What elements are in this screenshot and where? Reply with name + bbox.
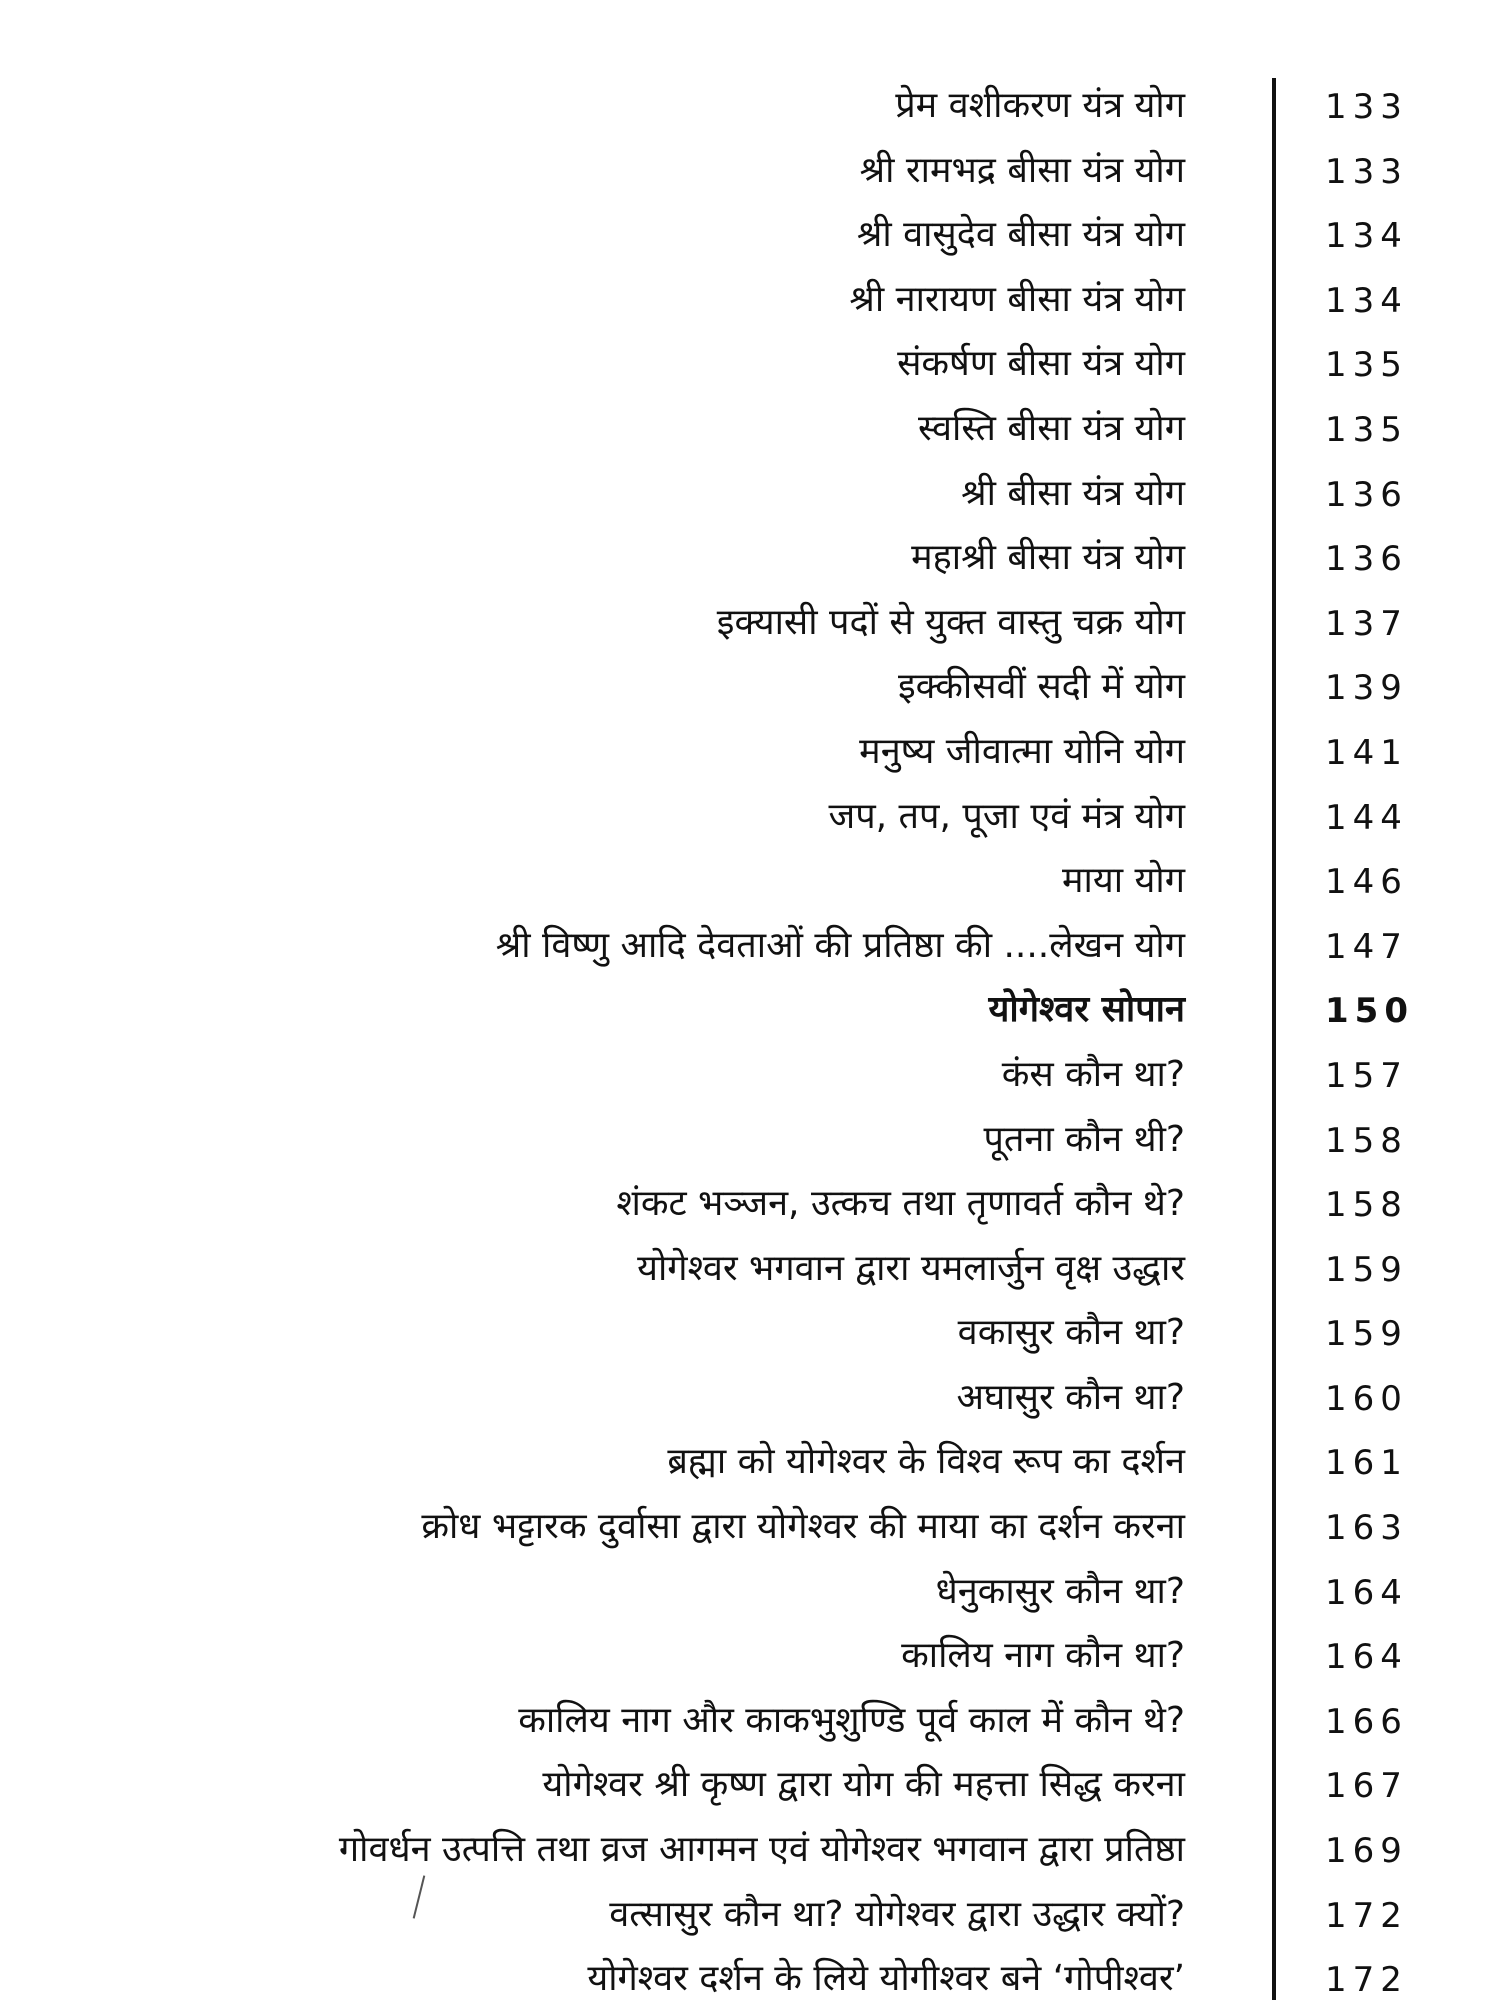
toc-entry-title: मनुष्य जीवात्मा योनि योग [859,730,1185,772]
toc-entry-page-number: 133 [1325,87,1408,127]
toc-entry-page-number: 139 [1325,668,1408,709]
toc-entry-page-number: 133 [1325,151,1408,192]
toc-entry-page-number: 158 [1325,1185,1408,1226]
toc-entry-title: ब्रह्मा को योगेश्वर के विश्व रूप का दर्शन [667,1441,1185,1483]
toc-entry-page-number: 164 [1325,1572,1408,1613]
toc-entry-page-number: 136 [1325,474,1408,515]
toc-entry-page-number: 159 [1325,1249,1408,1290]
toc-entry-title: अघासुर कौन था? [956,1376,1185,1418]
toc-entry-page-number: 134 [1325,216,1408,257]
toc-entry-title: वकासुर कौन था? [957,1312,1185,1354]
toc-entry-title: माया योग [1062,860,1185,902]
toc-entry-page-number: 135 [1325,345,1408,386]
toc-entry-page-number: 160 [1325,1378,1408,1419]
toc-entry-page-number: 157 [1325,1055,1408,1096]
toc-entry-title: धेनुकासुर कौन था? [935,1570,1185,1612]
toc-entry-title: योगेश्वर श्री कृष्ण द्वारा योग की महत्ता सिद्ध करना [542,1764,1185,1806]
toc-entry-page-number: 169 [1325,1831,1408,1872]
toc-entry-title: श्री रामभद्र बीसा यंत्र योग [859,149,1185,191]
toc-entry-title: श्री नारायण बीसा यंत्र योग [849,278,1185,320]
toc-entry-title: योगेश्वर भगवान द्वारा यमलार्जुन वृक्ष उद्धार [637,1247,1185,1289]
column-divider [1272,78,1276,2000]
toc-entry-page-number: 134 [1325,280,1408,321]
toc-entry-page-number: 163 [1325,1508,1408,1549]
toc-entry-title: कालिय नाग कौन था? [901,1635,1185,1677]
toc-entry-title: श्री बीसा यंत्र योग [961,472,1185,514]
toc-entry-page-number: 166 [1325,1701,1408,1742]
toc-entry-page-number: 144 [1325,797,1408,838]
toc-entry-title: जप, तप, पूजा एवं मंत्र योग [828,795,1185,837]
toc-entry-page-number: 141 [1325,732,1408,773]
toc-entry-page-number: 147 [1325,926,1408,967]
toc-entry-title: इक्यासी पदों से युक्त वास्तु चक्र योग [716,601,1185,643]
toc-entry-title: संकर्षण बीसा यंत्र योग [897,343,1185,385]
toc-entry-page-number: 164 [1325,1637,1408,1678]
toc-entry-page-number: 159 [1325,1314,1408,1355]
toc-entry-page-number: 172 [1325,1895,1408,1936]
toc-entry-title: वत्सासुर कौन था? योगेश्वर द्वारा उद्धार क्यों? [609,1893,1185,1935]
toc-entry-title: योगेश्वर दर्शन के लिये योगीश्वर बने ‘गोपीश्वर’ [587,1958,1185,2000]
toc-entry-page-number: 135 [1325,409,1408,450]
toc-section-heading-title: योगेश्वर सोपान [988,989,1185,1031]
toc-entry-page-number: 167 [1325,1766,1408,1807]
toc-entry-title: प्रेम वशीकरण यंत्र योग [895,85,1185,126]
toc-entry-title: श्री वासुदेव बीसा यंत्र योग [856,214,1185,256]
toc-entry-title: कालिय नाग और काकभुशुण्डि पूर्व काल में कौन थे? [518,1699,1185,1741]
toc-entry-title: पूतना कौन थी? [983,1118,1185,1160]
toc-entry-title: श्री विष्णु आदि देवताओं की प्रतिष्ठा की ....लेखन योग [495,924,1185,966]
toc-entry-title: इक्कीसवीं सदी में योग [897,666,1185,708]
toc-section-heading-page-number: 150 [1325,991,1414,1032]
toc-entry-page-number: 137 [1325,603,1408,644]
toc-entry-title: महाश्री बीसा यंत्र योग [911,537,1185,579]
toc-entry-page-number: 158 [1325,1120,1408,1161]
toc-entry-page-number: 161 [1325,1443,1408,1484]
toc-entry-title: शंकट भञ्जन, उत्कच तथा तृणावर्त कौन थे? [616,1183,1185,1225]
toc-entry-page-number: 172 [1325,1960,1408,2001]
toc-entry-title: गोवर्धन उत्पत्ति तथा व्रज आगमन एवं योगेश्वर भगवान द्वारा प्रतिष्ठा [338,1829,1185,1871]
toc-entry-title: स्वस्ति बीसा यंत्र योग [918,407,1185,449]
toc-entry-title: कंस कौन था? [1001,1053,1185,1095]
toc-entry-title: क्रोध भट्टारक दुर्वासा द्वारा योगेश्वर की माया का दर्शन करना [421,1506,1185,1548]
toc-entry-page-number: 146 [1325,862,1408,903]
toc-entry-page-number: 136 [1325,539,1408,580]
